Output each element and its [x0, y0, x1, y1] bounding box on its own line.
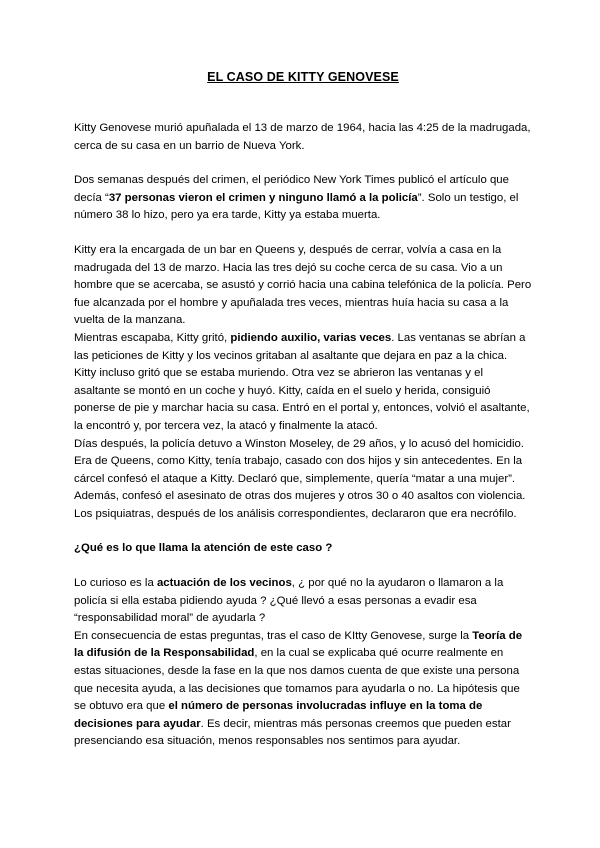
- section-question: ¿Qué es lo que llama la atención de este caso ?: [74, 542, 333, 555]
- paragraph-escape: [74, 330, 532, 436]
- bold-text: Teoría de la difusión de la Responsabilidad: [74, 629, 523, 660]
- text-run: . Es decir, mientras más personas creemos que pueden estar presenciando esa situación, menos responsables nos sentimos para ayudar.: [74, 717, 511, 748]
- bold-text: actuación de los vecinos: [156, 577, 292, 590]
- paragraph-story: Kitty era la encargada de un bar en Queens y, después de cerrar, volvía a casa en la madrugada del 13 de marzo. Hacia las tres dejó su coche cerca de su casa. Vio a un hombre que se acercaba, se asustó y corrió hacia una cabina telefónica de la policía. Pero fue alcanzada por el hombre y apuñalada tres veces, mientras huía hacia su casa a la vuelta de la manzana.: [74, 243, 532, 327]
- text-run: En consecuencia de estas preguntas, tras el caso de KItty Genovese, surge la: [74, 629, 473, 642]
- text-run: , en la cual se explicaba qué ocurre realmente en estas situaciones, desde la fase en la que nos damos cuenta de que existe una persona que necesita ayuda, a las decisiones que tomamos para ayudarla o no. La hipótesis que se obtuvo era que: [74, 647, 520, 713]
- text-run: Mientras escapaba, Kitty gritó,: [74, 331, 231, 344]
- paragraph-neighbors: [74, 575, 532, 628]
- text-run: Lo curioso es la: [74, 577, 157, 590]
- document-title: EL CASO DE KITTY GENOVESE: [207, 70, 399, 84]
- bold-text: 37 personas vieron el crimen y ninguno llamó a la policía: [108, 191, 418, 204]
- bold-text: pidiendo auxilio, varias veces: [230, 331, 392, 344]
- text-run: ”. Solo un testigo, el número 38 lo hizo, pero ya era tarde, Kitty ya estaba muerta.: [74, 191, 519, 222]
- paragraph-intro: Kitty Genovese murió apuñalada el 13 de marzo de 1964, hacia las 4:25 de la madrugada, cerca de su casa en un barrio de Nueva York.: [74, 122, 531, 152]
- paragraph-newspaper: [74, 172, 532, 225]
- text-run: , ¿ por qué no la ayudaron o llamaron a la policía si ella estaba pidiendo ayuda ? ¿Qué llevó a esas personas a evadir esa “responsabilidad moral” de ayudarla ?: [74, 577, 504, 625]
- paragraph-theory: [74, 628, 532, 751]
- paragraph-arrest: Días después, la policía detuvo a Winston Moseley, de 29 años, y lo acusó del homicidio. Era de Queens, como Kitty, tenía trabajo, casado con dos hijos y sin antecedentes. En la cárcel confesó el ataque a Kitty. Declaró que, simplemente, quería “matar a una mujer”. Además, confesó el asesinato de otras dos mujeres y otros 30 o 40 asaltos con violencia. Los psiquiatras, después de los análisis correspondientes, declararon que era necrófilo.: [74, 437, 526, 520]
- text-run: Dos semanas después del crimen, el periódico New York Times publicó el artículo que decía “: [74, 174, 509, 204]
- text-run: . Las ventanas se abrían a las peticiones de Kitty y los vecinos gritaban al asaltante que dejara en paz a la chica. Kitty incluso gritó que se estaba muriendo. Otra vez se abrieron las ventanas y el asaltante se montó en un coche y huyó. Kitty, caída en el suelo y herida, consiguió ponerse de pie y marchar hacia su casa. Entró en el portal y, entonces, volvió el asaltante, la encontró y, por tercera vez, la atacó y finalmente la atacó.: [74, 331, 530, 432]
- bold-text: el número de personas involucradas influye en la toma de decisiones para ayudar: [74, 700, 483, 730]
